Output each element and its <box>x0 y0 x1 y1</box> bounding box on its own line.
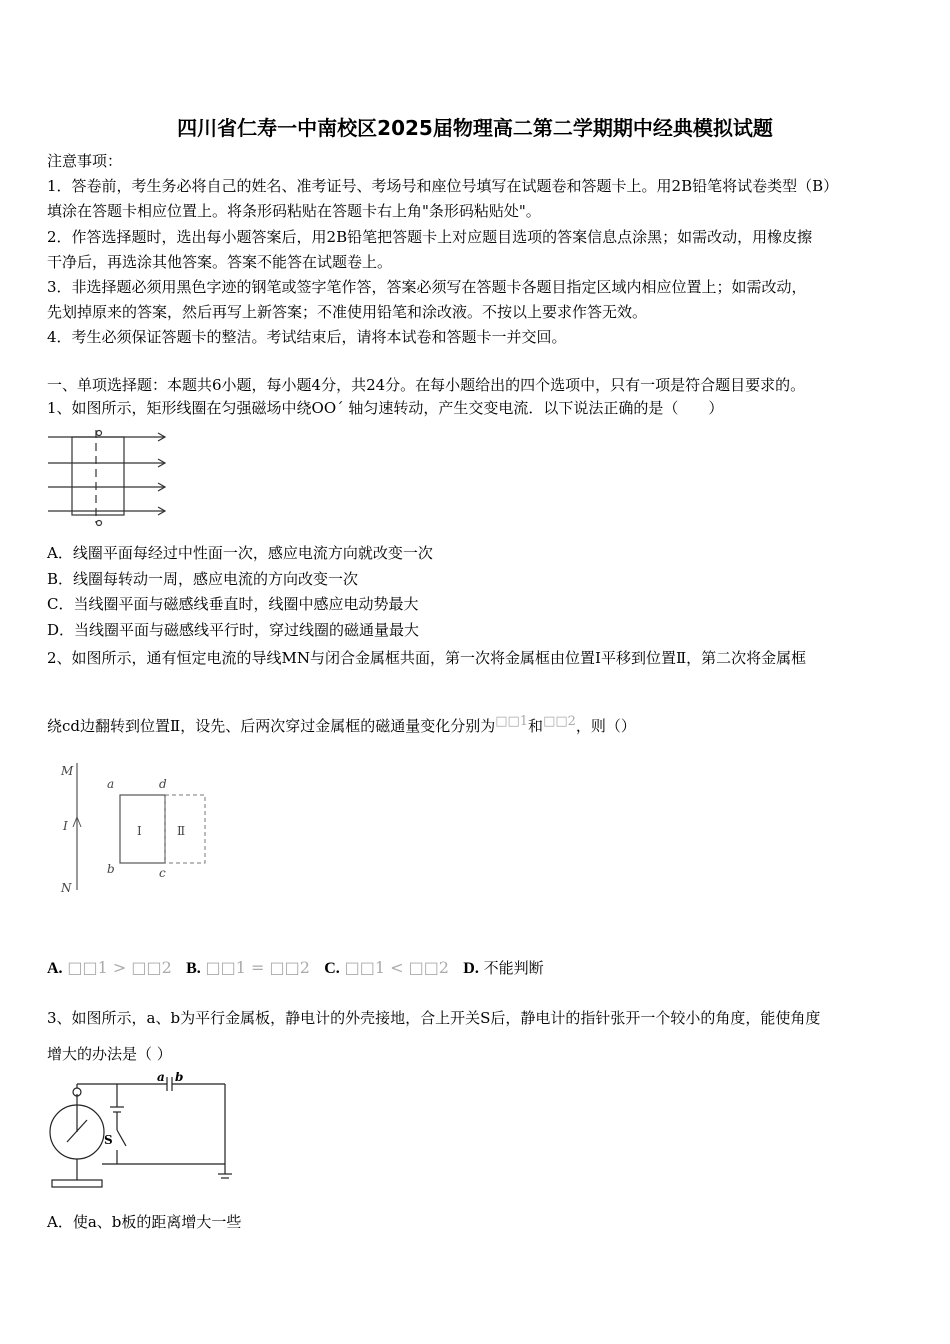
q2-stem-line2 <box>47 712 636 736</box>
q2-option-b-text: □□1 = □□2 <box>205 958 310 977</box>
label-d: d <box>159 777 167 791</box>
label-position-1: Ⅰ <box>137 824 142 838</box>
q2-and: 和 <box>528 717 544 735</box>
notice-line: 3．非选择题必须用黑色字迹的钢笔或签字笔作答，答案必须写在答题卡各题目指定区域内相应位置上；如需改动， <box>47 278 807 296</box>
q2-stem-text: 绕cd边翻转到位置Ⅱ，设先、后两次穿过金属框的磁通量变化分别为 <box>47 717 496 735</box>
q2-option-d-label: D. <box>463 960 479 977</box>
q2-option-c-label: C. <box>324 960 340 977</box>
notice-line: 2．作答选择题时，选出每小题答案后，用2B铅笔把答题卡上对应题目选项的答案信息点涂黑；如需改动，用橡皮擦 <box>47 228 813 246</box>
page-title: 四川省仁寿一中南校区2025届物理高二第二学期期中经典模拟试题 <box>177 116 773 140</box>
q2-option-a-text: □□1 > □□2 <box>67 958 172 977</box>
notice-line: 干净后，再选涂其他答案。答案不能答在试题卷上。 <box>47 253 393 271</box>
q2-stem-line1: 2、如图所示，通有恒定电流的导线MN与闭合金属框共面，第一次将金属框由位置Ⅰ平移到位置Ⅱ，第二次将金属框 <box>47 649 807 667</box>
q2-options <box>47 958 544 979</box>
q1-option-b: B．线圈每转动一周，感应电流的方向改变一次 <box>47 570 359 588</box>
q1-stem: 1、如图所示，矩形线圈在匀强磁场中绕OO´ 轴匀速转动，产生交变电流．以下说法正确的是（ ） <box>47 399 724 417</box>
notice-line: 4．考生必须保证答题卡的整洁。考试结束后，请将本试卷和答题卡一并交回。 <box>47 328 567 346</box>
q2-end: ，则（） <box>575 717 636 735</box>
notice-heading: 注意事项： <box>47 152 123 170</box>
q2-wire-frame-figure <box>55 755 255 900</box>
q1-option-d: D．当线圈平面与磁感线平行时，穿过线圈的磁通量最大 <box>47 621 420 639</box>
label-position-2: Ⅱ <box>177 824 186 838</box>
label-a: a <box>157 1072 165 1084</box>
q1-coil-figure <box>45 425 170 530</box>
label-m: M <box>61 764 74 778</box>
q3-electrometer-circuit-figure <box>42 1072 242 1194</box>
q2-option-d-text: 不能判断 <box>483 959 544 977</box>
label-switch-s: S <box>104 1133 113 1147</box>
delta-phi-1: □□1 <box>495 714 529 729</box>
label-c: c <box>159 866 166 880</box>
label-n: N <box>61 881 72 895</box>
label-b: b <box>175 1072 184 1084</box>
q3-option-a: A．使a、b板的距离增大一些 <box>47 1213 242 1231</box>
q3-stem-line1: 3、如图所示，a、b为平行金属板，静电计的外壳接地，合上开关S后，静电计的指针张开一个较小的角度，能使角度 <box>47 1009 821 1027</box>
q1-option-c: C．当线圈平面与磁感线垂直时，线圈中感应电动势最大 <box>47 595 419 613</box>
q2-option-c-text: □□1 < □□2 <box>344 958 449 977</box>
q2-option-b-label: B. <box>186 960 201 977</box>
q1-option-a: A．线圈平面每经过中性面一次，感应电流方向就改变一次 <box>47 544 433 562</box>
q2-option-a-label: A. <box>47 960 63 977</box>
notice-line: 先划掉原来的答案，然后再写上新答案；不准使用铅笔和涂改液。不按以上要求作答无效。 <box>47 303 648 321</box>
q3-stem-line2: 增大的办法是（ ） <box>47 1045 172 1063</box>
section-heading: 一、单项选择题：本题共6小题，每小题4分，共24分。在每小题给出的四个选项中，只有一项是符合题目要求的。 <box>47 376 806 394</box>
label-i: I <box>63 819 68 833</box>
notice-line: 1．答卷前，考生务必将自己的姓名、准考证号、考场号和座位号填写在试题卷和答题卡上。用2B铅笔将试卷类型（B） <box>47 177 839 195</box>
delta-phi-2: □□2 <box>543 714 576 729</box>
label-a: a <box>107 777 115 791</box>
label-b: b <box>107 862 115 876</box>
notice-line: 填涂在答题卡相应位置上。将条形码粘贴在答题卡右上角"条形码粘贴处"。 <box>47 202 541 220</box>
